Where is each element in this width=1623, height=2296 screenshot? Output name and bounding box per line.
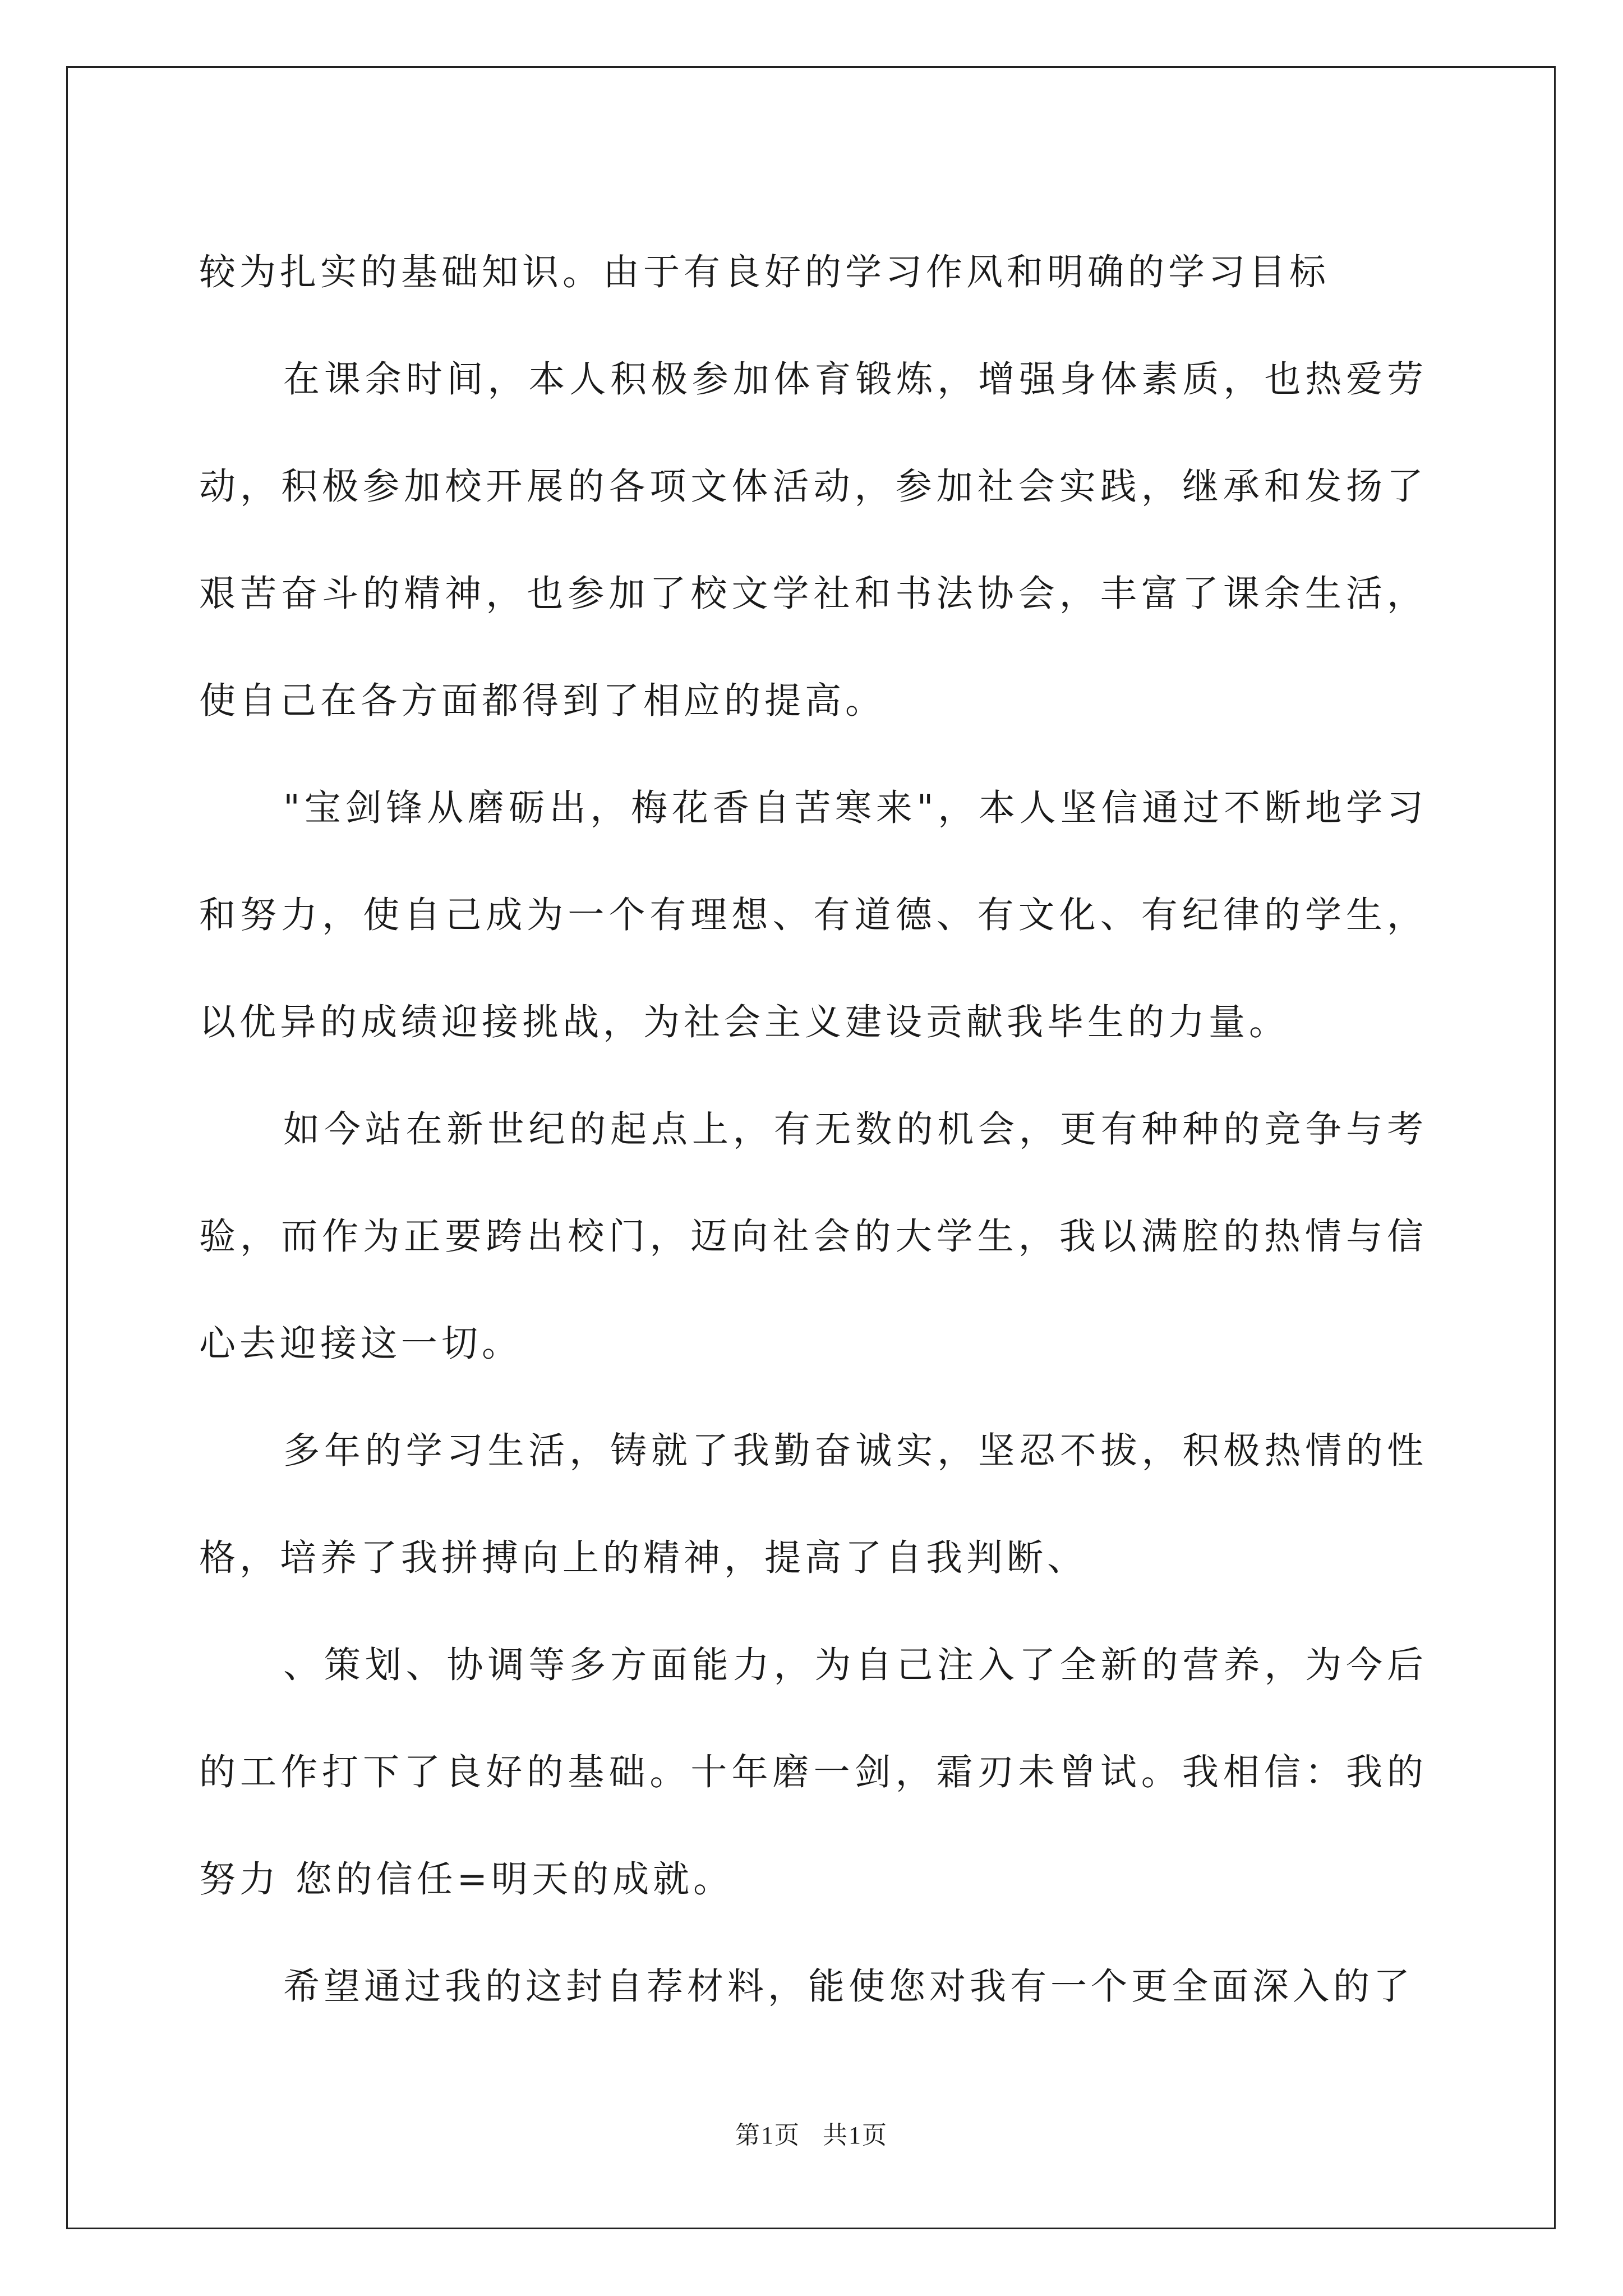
page-number: 第1页 (735, 2122, 800, 2149)
paragraph: 多年的学习生活，铸就了我勤奋诚实，坚忍不拔，积极热情的性格，培养了我拼搏向上的精神，提高了自我判断、 (199, 1430, 1427, 1579)
paragraph: 希望通过我的这封自荐材料，能使您对我有一个更全面深入的了 (283, 1966, 1414, 2008)
paragraph: 如今站在新世纪的起点上，有无数的机会，更有种种的竞争与考验，而作为正要跨出校门，迈向社会的大学生，我以满腔的热情与信心去迎接这一切。 (199, 1108, 1427, 1365)
page-footer (0, 2115, 1623, 2151)
document-body (199, 219, 1427, 2040)
paragraph: 较为扎实的基础知识。由于有良好的学习作风和明确的学习目标 (199, 251, 1330, 293)
page-total: 共1页 (823, 2122, 888, 2149)
paragraph: "宝剑锋从磨砺出，梅花香自苦寒来"，本人坚信通过不断地学习和努力，使自己成为一个有理想、有道德、有文化、有纪律的学生，以优异的成绩迎接挑战，为社会主义建设贡献我毕生的力量。 (199, 787, 1427, 1043)
paragraph: 在课余时间，本人积极参加体育锻炼，增强身体素质，也热爱劳动，积极参加校开展的各项文体活动，参加社会实践，继承和发扬了艰苦奋斗的精神，也参加了校文学社和书法协会，丰富了课余生活，使自己在各方面都得到了相应的提高。 (199, 358, 1427, 722)
paragraph: 、策划、协调等多方面能力，为自己注入了全新的营养，为今后的工作打下了良好的基础。十年磨一剑，霜刃未曾试。我相信：我的努力 您的信任=明天的成就。 (199, 1644, 1427, 1901)
